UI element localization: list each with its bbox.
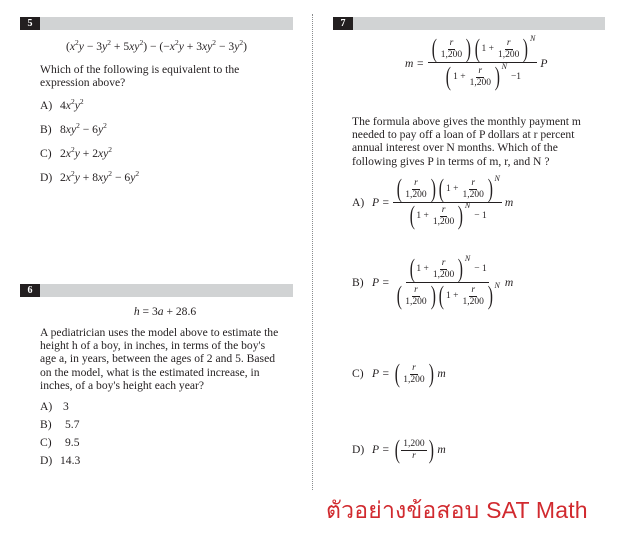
question-7-choice-a[interactable]: A) P = ( $\frac{r}{1,200}$ ) ( 1 + $\frac{r}{1,200}$ ) N ( 1 + $\frac{r}{1,200}$ ) N − 1 m — [352, 174, 514, 230]
question-7-header-bar — [333, 17, 605, 30]
question-6-number-badge: 6 — [20, 284, 40, 297]
question-5-choice-c[interactable]: C) $2x^2y + 2xy^2$ — [40, 145, 113, 160]
question-6-choice-b[interactable]: B) 5.7 — [40, 418, 80, 431]
question-7-choice-d[interactable]: D) P = ( $\frac{1,200}{r}$ ) m — [352, 435, 446, 464]
question-6-choice-d[interactable]: D) 14.3 — [40, 454, 81, 467]
question-7-choice-b[interactable]: B) P = ( 1 + $\frac{r}{1,200}$ ) N − 1 ( $\frac{r}{1,200}$ ) ( 1 + $\frac{r}{1,200}$ ) N m — [352, 254, 514, 310]
question-5-choice-a[interactable]: A) $4x^2y^2$ — [40, 97, 84, 112]
question-6-choice-c[interactable]: C) 9.5 — [40, 436, 80, 449]
question-5-header-bar — [20, 17, 293, 30]
question-7-number-badge: 7 — [333, 17, 353, 30]
question-6-expression: h = 3a + 28.6 — [133, 305, 197, 318]
question-5-choice-d[interactable]: D) $2x^2y + 8xy^2 - 6y^2$ — [40, 169, 140, 184]
question-7-choice-c[interactable]: C) P = ( $\frac{r}{1,200}$ ) m — [352, 359, 446, 388]
question-5-expression: $(x^2y - 3y^2 + 5xy^2) - (-x^2y + 3xy^2 - 3y^2)$ — [66, 38, 247, 53]
question-5-choice-b[interactable]: B) $8xy^2 - 6y^2$ — [40, 121, 107, 136]
column-divider — [312, 14, 313, 490]
question-7-stem: The formula above gives the monthly payment m needed to pay off a loan of P dollars at r percent annual interest over N months. Which of the following gives P in terms of m, r, and N ? — [352, 115, 581, 168]
question-5-stem: Which of the following is equivalent to the expression above? — [40, 63, 240, 90]
question-7-formula: m = ( $\frac{r}{1,200}$ ) ( 1 + $\frac{r}{1,200}$ ) N ( 1 + $\frac{r}{1,200}$ ) N −1 P — [405, 34, 548, 91]
question-6-choice-a[interactable]: A) 3 — [40, 400, 69, 413]
question-6-header-bar — [20, 284, 293, 297]
question-5-number-badge: 5 — [20, 17, 40, 30]
caption-sat-math-example: ตัวอย่างข้อสอบ SAT Math — [326, 497, 588, 523]
question-6-stem: A pediatrician uses the model above to estimate the height h of a boy, in inches, in terms of the boy's age a, in years, between the ages of 2 and 5. Based on the model, what is the estimated increase, in inches, of a boy's height each year? — [40, 326, 279, 392]
